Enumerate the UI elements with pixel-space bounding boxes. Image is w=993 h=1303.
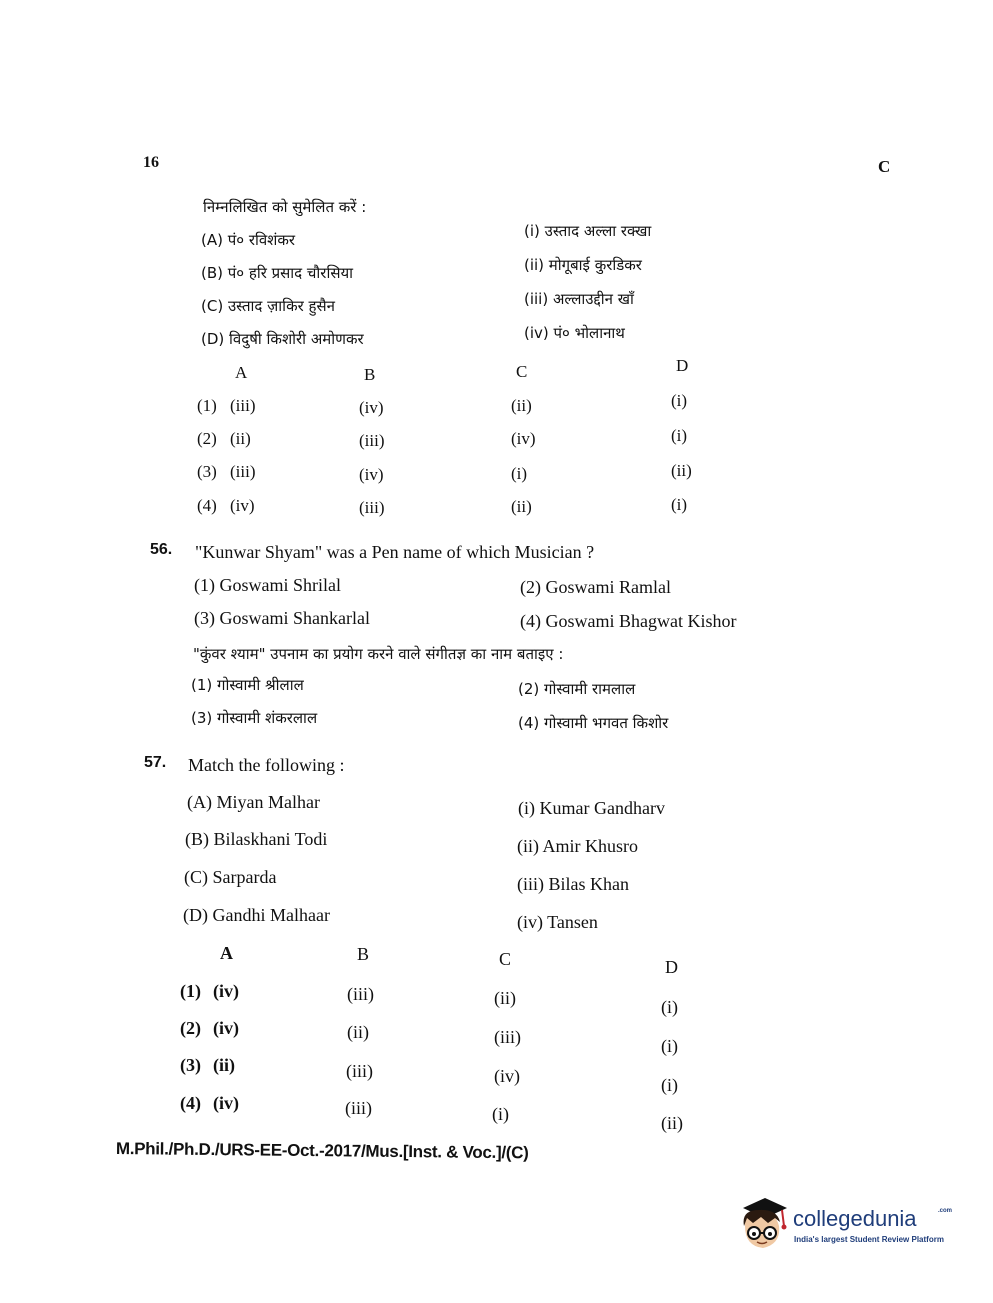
q55-opt4-b: (iii) bbox=[359, 498, 385, 517]
q57-opt2-b: (ii) bbox=[347, 1022, 369, 1042]
q55-opt3-c: (i) bbox=[511, 464, 528, 483]
q57-header-c: C bbox=[499, 949, 512, 969]
q55-opt4-label: (4) bbox=[197, 496, 217, 515]
q57-opt2-label: (2) bbox=[180, 1018, 201, 1038]
q55-opt2-d: (i) bbox=[671, 426, 688, 445]
q56-option-3: (3) Goswami Shankarlal bbox=[194, 608, 370, 628]
q57-opt4-c: (i) bbox=[492, 1104, 509, 1124]
q57-opt1-d: (i) bbox=[661, 997, 678, 1017]
q57-right-iii: (iii) Bilas Khan bbox=[517, 874, 629, 894]
q55-right-iii: (iii) अल्लाउद्दीन खाँ bbox=[524, 290, 634, 308]
q55-opt3-b: (iv) bbox=[359, 465, 384, 484]
q56-question: "Kunwar Shyam" was a Pen name of which Musician ? bbox=[195, 542, 595, 562]
q56-option-1-hi: (1) गोस्वामी श्रीलाल bbox=[191, 676, 304, 694]
q57-opt1-b: (iii) bbox=[347, 984, 374, 1004]
q55-opt1-d: (i) bbox=[671, 391, 688, 410]
q55-opt1-b: (iv) bbox=[359, 398, 384, 417]
q57-header-a: A bbox=[220, 943, 233, 963]
q57-left-c: (C) Sarparda bbox=[184, 867, 277, 887]
q55-left-b: (B) पं० हरि प्रसाद चौरसिया bbox=[201, 264, 354, 282]
q57-left-a: (A) Miyan Malhar bbox=[187, 792, 320, 812]
q55-header-d: D bbox=[676, 356, 689, 375]
q55-left-c: (C) उस्ताद ज़ाकिर हुसैन bbox=[201, 297, 335, 315]
q57-opt1-a: (iv) bbox=[213, 981, 239, 1001]
q55-opt1-label: (1) bbox=[197, 396, 217, 415]
page-number: 16 bbox=[143, 154, 159, 171]
paper-code-footer: M.Phil./Ph.D./URS-EE-Oct.-2017/Mus.[Inst. & Voc.]/(C) bbox=[115, 1139, 529, 1163]
q55-right-i: (i) उस्ताद अल्ला रक्खा bbox=[524, 222, 652, 240]
q55-opt4-a: (iv) bbox=[230, 496, 255, 515]
q55-header-c: C bbox=[516, 362, 528, 381]
q57-opt4-d: (ii) bbox=[661, 1113, 683, 1133]
q55-opt2-label: (2) bbox=[197, 429, 217, 448]
q55-opt4-d: (i) bbox=[671, 495, 688, 514]
mascot-icon bbox=[735, 1196, 791, 1262]
q55-opt2-a: (ii) bbox=[230, 429, 251, 448]
q57-header-b: B bbox=[357, 944, 370, 964]
q57-header-d: D bbox=[665, 957, 678, 977]
q57-opt1-c: (ii) bbox=[494, 988, 516, 1008]
q55-instruction: निम्नलिखित को सुमेलित करें : bbox=[203, 198, 367, 216]
q55-header-a: A bbox=[235, 363, 248, 382]
collegedunia-logo bbox=[735, 1196, 965, 1262]
q55-left-a: (A) पं० रविशंकर bbox=[201, 231, 296, 249]
q56-option-1: (1) Goswami Shrilal bbox=[194, 575, 341, 595]
q56-option-4-hi: (4) गोस्वामी भगवत किशोर bbox=[518, 714, 669, 732]
q57-opt3-b: (iii) bbox=[346, 1061, 373, 1081]
q57-left-b: (B) Bilaskhani Todi bbox=[185, 829, 328, 849]
q56-number: 56. bbox=[150, 541, 173, 558]
q55-opt1-c: (ii) bbox=[511, 396, 532, 415]
q56-option-3-hi: (3) गोस्वामी शंकरलाल bbox=[191, 709, 318, 727]
q57-right-i: (i) Kumar Gandharv bbox=[518, 798, 665, 818]
q57-number: 57. bbox=[144, 754, 167, 771]
q56-option-2: (2) Goswami Ramlal bbox=[520, 577, 671, 597]
q57-opt4-label: (4) bbox=[180, 1093, 201, 1113]
q57-opt3-c: (iv) bbox=[494, 1066, 520, 1086]
q57-opt3-d: (i) bbox=[661, 1075, 678, 1095]
q57-opt3-label: (3) bbox=[180, 1055, 201, 1075]
q55-opt3-label: (3) bbox=[197, 462, 217, 481]
q57-question: Match the following : bbox=[188, 755, 345, 775]
q55-header-b: B bbox=[364, 365, 376, 384]
q55-opt1-a: (iii) bbox=[230, 396, 256, 415]
q57-right-ii: (ii) Amir Khusro bbox=[517, 836, 638, 856]
q55-right-ii: (ii) मोगूबाई कुरडिकर bbox=[524, 256, 642, 274]
logo-wordmark: collegedunia bbox=[793, 1206, 917, 1231]
q57-left-d: (D) Gandhi Malhaar bbox=[183, 905, 330, 925]
q57-opt1-label: (1) bbox=[180, 981, 201, 1001]
q55-opt2-c: (iv) bbox=[511, 429, 536, 448]
q56-question-hi: "कुंवर श्याम" उपनाम का प्रयोग करने वाले संगीतज्ञ का नाम बताइए : bbox=[193, 645, 564, 663]
q57-opt2-c: (iii) bbox=[494, 1027, 521, 1047]
q56-option-2-hi: (2) गोस्वामी रामलाल bbox=[518, 680, 636, 698]
q55-right-iv: (iv) पं० भोलानाथ bbox=[524, 324, 625, 342]
q57-right-iv: (iv) Tansen bbox=[517, 912, 598, 932]
q55-opt2-b: (iii) bbox=[359, 431, 385, 450]
q57-opt4-b: (iii) bbox=[345, 1098, 372, 1118]
q56-option-4: (4) Goswami Bhagwat Kishor bbox=[520, 611, 737, 631]
q55-opt3-a: (iii) bbox=[230, 462, 256, 481]
logo-tagline: India's largest Student Review Platform bbox=[794, 1235, 944, 1244]
q57-opt2-a: (iv) bbox=[213, 1018, 239, 1038]
q57-opt2-d: (i) bbox=[661, 1036, 678, 1056]
q55-opt3-d: (ii) bbox=[671, 461, 692, 480]
logo-domain: .com bbox=[938, 1208, 953, 1214]
q57-opt3-a: (ii) bbox=[213, 1055, 235, 1075]
q55-left-d: (D) विदुषी किशोरी अमोणकर bbox=[201, 330, 364, 348]
set-code: C bbox=[878, 157, 891, 176]
q57-opt4-a: (iv) bbox=[213, 1093, 239, 1113]
q55-opt4-c: (ii) bbox=[511, 497, 532, 516]
